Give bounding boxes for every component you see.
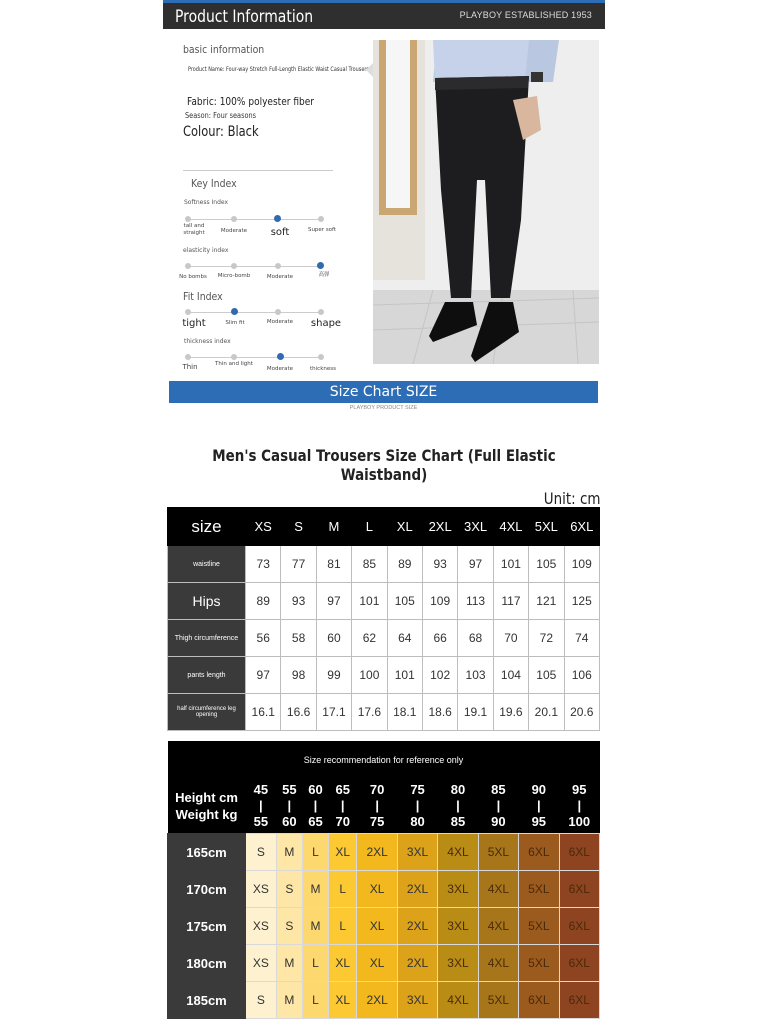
recommended-size-cell: M	[276, 982, 302, 1019]
weight-sep: |	[340, 798, 345, 813]
recommended-size-cell: M	[302, 908, 328, 945]
recommended-size-cell: 5XL	[519, 945, 559, 982]
height-label: 170cm	[168, 871, 246, 908]
recommended-size-cell: 5XL	[478, 982, 518, 1019]
product-info-header	[163, 0, 605, 29]
table-cell: 19.6	[493, 694, 528, 731]
table-row	[168, 694, 600, 731]
recommended-size-cell: XS	[246, 908, 277, 945]
recommended-size-cell: 3XL	[438, 908, 478, 945]
thickness-tick: Moderate	[266, 366, 294, 372]
weight-sep: |	[259, 798, 263, 813]
size-chart-title	[150, 446, 618, 484]
table-cell: 18.1	[387, 694, 422, 731]
recommended-size-cell: XL	[329, 982, 357, 1019]
recommendation-title: Size recommendation for reference only	[168, 741, 600, 779]
table-cell: 105	[529, 657, 564, 694]
weight-sep: |	[287, 798, 292, 813]
height-weight-corner	[168, 779, 246, 834]
recommended-size-cell: 2XL	[357, 834, 397, 871]
size-chart-sub: PLAYBOY PRODUCT SIZE	[349, 405, 418, 411]
weight-col-header	[357, 779, 397, 834]
table-cell: 101	[493, 546, 528, 583]
recommended-size-cell: 6XL	[559, 834, 599, 871]
table-cell: 109	[564, 546, 599, 583]
thickness-dot-selected	[277, 353, 284, 360]
table-cell: 85	[352, 546, 387, 583]
height-label: 180cm	[168, 945, 246, 982]
season-text: Season: Four seasons	[185, 111, 257, 120]
weight-min: 85	[491, 782, 506, 797]
size-col-header: 4XL	[493, 508, 528, 546]
table-cell: 74	[564, 620, 599, 657]
product-name: Product Name: Four-way Stretch Full-Length Elastic Waist Casual Trousers	[188, 66, 369, 73]
size-chart-title-text: Men's Casual Trousers Size Chart (Full Elastic Waistband)	[212, 446, 556, 484]
thickness-dot	[318, 354, 324, 360]
table-cell: 56	[246, 620, 281, 657]
thickness-tick: Thin and light	[215, 361, 253, 367]
recommended-size-cell: 5XL	[478, 834, 518, 871]
table-cell: 117	[493, 583, 528, 620]
recommended-size-cell: L	[302, 945, 328, 982]
weight-sep: |	[313, 798, 318, 813]
table-cell: 101	[352, 583, 387, 620]
corner-weight-label: Weight kg	[175, 807, 238, 822]
recommended-size-cell: 4XL	[438, 834, 478, 871]
weight-max: 80	[410, 814, 425, 829]
weight-min: 65	[335, 782, 350, 797]
weight-max: 95	[531, 814, 547, 829]
table-cell: 102	[422, 657, 457, 694]
table-cell: 20.6	[564, 694, 599, 731]
weight-col-header	[519, 779, 559, 834]
recommended-size-cell: 2XL	[397, 945, 437, 982]
recommended-size-cell: S	[246, 834, 277, 871]
thickness-dot	[185, 354, 191, 360]
table-row	[168, 657, 600, 694]
softness-dot-selected	[274, 215, 281, 222]
weight-min: 55	[282, 782, 297, 797]
table-cell: 101	[387, 657, 422, 694]
recommended-size-cell: 6XL	[559, 945, 599, 982]
size-corner: size	[168, 508, 246, 546]
elasticity-dot	[185, 263, 191, 269]
row-label: Hips	[168, 583, 246, 620]
recommended-size-cell: 3XL	[438, 871, 478, 908]
recommended-size-cell: 6XL	[559, 871, 599, 908]
thickness-tick: Thin	[182, 363, 198, 371]
weight-col-header	[438, 779, 478, 834]
recommended-size-cell: XL	[357, 908, 397, 945]
recommended-size-cell: 4XL	[478, 908, 518, 945]
recommended-size-cell: 6XL	[559, 908, 599, 945]
table-cell: 77	[281, 546, 316, 583]
table-row	[168, 583, 600, 620]
softness-scale	[188, 219, 321, 220]
size-header-row	[168, 508, 600, 546]
size-col-header: 5XL	[529, 508, 564, 546]
table-cell: 93	[422, 546, 457, 583]
height-label: 185cm	[168, 982, 246, 1019]
recommended-size-cell: S	[246, 982, 277, 1019]
softness-tick: Super soft	[307, 227, 337, 233]
recommended-size-cell: XS	[246, 945, 277, 982]
softness-tick: tall and straight	[183, 223, 205, 236]
table-cell: 81	[316, 546, 351, 583]
recommended-size-cell: S	[276, 908, 302, 945]
fit-dot	[318, 309, 324, 315]
recommended-size-cell: 3XL	[397, 982, 437, 1019]
fit-tick: tight	[182, 318, 206, 329]
weight-sep: |	[537, 798, 541, 813]
elasticity-dot	[231, 263, 237, 269]
recommended-size-cell: 3XL	[397, 834, 437, 871]
table-row	[168, 620, 600, 657]
brand-tagline: PLAYBOY ESTABLISHED 1953	[459, 10, 592, 20]
table-cell: 98	[281, 657, 316, 694]
weight-col-header	[329, 779, 357, 834]
table-cell: 72	[529, 620, 564, 657]
table-cell: 68	[458, 620, 493, 657]
softness-dot	[318, 216, 324, 222]
recommended-size-cell: 6XL	[559, 982, 599, 1019]
weight-max: 85	[450, 814, 466, 829]
thickness-dot	[231, 354, 237, 360]
softness-tick: soft	[270, 227, 290, 238]
basic-info-heading: basic information	[183, 43, 265, 56]
table-cell: 16.6	[281, 694, 316, 731]
weight-min: 45	[253, 782, 269, 797]
corner-height-label: Height cm	[175, 790, 238, 805]
fit-dot-selected	[231, 308, 238, 315]
table-cell: 97	[246, 657, 281, 694]
colour-text: Colour: Black	[183, 124, 259, 140]
recommended-size-cell: M	[276, 945, 302, 982]
table-cell: 105	[387, 583, 422, 620]
table-cell: 20.1	[529, 694, 564, 731]
table-row	[168, 945, 600, 982]
table-cell: 66	[422, 620, 457, 657]
recommended-size-cell: 5XL	[519, 871, 559, 908]
table-cell: 58	[281, 620, 316, 657]
table-cell: 97	[316, 583, 351, 620]
table-cell: 89	[246, 583, 281, 620]
height-label: 175cm	[168, 908, 246, 945]
recommended-size-cell: 4XL	[478, 871, 518, 908]
elasticity-tick: 高弹	[318, 272, 330, 278]
size-recommendation-table	[167, 741, 600, 1019]
elasticity-dot-selected	[317, 262, 324, 269]
trousers-illustration	[373, 40, 599, 364]
recommended-size-cell: XS	[246, 871, 277, 908]
table-cell: 121	[529, 583, 564, 620]
weight-max: 90	[491, 814, 506, 829]
recommended-size-cell: 2XL	[397, 871, 437, 908]
recommended-size-cell: XL	[329, 834, 357, 871]
size-col-header: 3XL	[458, 508, 493, 546]
table-cell: 125	[564, 583, 599, 620]
table-cell: 97	[458, 546, 493, 583]
thickness-tick: thickness	[310, 366, 336, 372]
softness-tick: Moderate	[220, 228, 248, 234]
fit-index-label: Fit Index	[183, 290, 223, 303]
recommended-size-cell: 3XL	[438, 945, 478, 982]
row-label: half circumference leg opening	[168, 694, 246, 731]
recommended-size-cell: 6XL	[519, 982, 559, 1019]
weight-col-header	[559, 779, 599, 834]
row-label: pants length	[168, 657, 246, 694]
table-cell: 99	[316, 657, 351, 694]
divider	[183, 170, 333, 171]
elasticity-dot	[275, 263, 281, 269]
recommended-size-cell: 2XL	[397, 908, 437, 945]
elasticity-tick: Moderate	[266, 274, 294, 280]
size-table	[167, 507, 600, 731]
table-cell: 113	[458, 583, 493, 620]
recommended-size-cell: S	[276, 871, 302, 908]
row-label: waistline	[168, 546, 246, 583]
table-cell: 16.1	[246, 694, 281, 731]
weight-sep: |	[577, 798, 582, 813]
fit-scale	[188, 312, 321, 313]
weight-header-row	[168, 779, 600, 834]
recommended-size-cell: L	[302, 982, 328, 1019]
weight-min: 70	[369, 782, 385, 797]
table-row	[168, 546, 600, 583]
elasticity-tick: Micro-bomb	[217, 273, 251, 279]
recommended-size-cell: M	[302, 871, 328, 908]
weight-col-header	[276, 779, 302, 834]
recommended-size-cell: 4XL	[438, 982, 478, 1019]
thickness-scale	[188, 357, 321, 358]
recommended-size-cell: L	[329, 908, 357, 945]
row-label: Thigh circumference	[168, 620, 246, 657]
fabric-text: Fabric: 100% polyester fiber	[187, 95, 315, 108]
table-cell: 60	[316, 620, 351, 657]
elasticity-tick: No bombs	[179, 274, 207, 280]
size-col-header: XS	[246, 508, 281, 546]
table-cell: 109	[422, 583, 457, 620]
table-row	[168, 871, 600, 908]
table-cell: 103	[458, 657, 493, 694]
weight-sep: |	[496, 798, 501, 813]
unit-label-text: Unit: cm	[543, 489, 600, 508]
fit-dot	[275, 309, 281, 315]
weight-col-header	[478, 779, 518, 834]
weight-min: 90	[531, 782, 547, 797]
weight-max: 70	[335, 814, 350, 829]
table-cell: 62	[352, 620, 387, 657]
size-col-header: 6XL	[564, 508, 599, 546]
weight-min: 75	[410, 782, 425, 797]
softness-dot	[231, 216, 237, 222]
recommended-size-cell: 6XL	[519, 834, 559, 871]
recommended-size-cell: 4XL	[478, 945, 518, 982]
recommended-size-cell: 5XL	[519, 908, 559, 945]
weight-col-header	[302, 779, 328, 834]
table-cell: 106	[564, 657, 599, 694]
size-chart-banner-text: Size Chart SIZE	[329, 384, 438, 400]
weight-col-header	[246, 779, 277, 834]
recommended-size-cell: 2XL	[357, 982, 397, 1019]
recommended-size-cell: XL	[329, 945, 357, 982]
weight-max: 60	[282, 814, 297, 829]
key-index-title: Key Index	[191, 177, 237, 190]
table-cell: 100	[352, 657, 387, 694]
size-col-header: S	[281, 508, 316, 546]
weight-max: 75	[369, 814, 385, 829]
size-col-header: L	[352, 508, 387, 546]
size-chart-banner	[169, 381, 598, 403]
table-cell: 70	[493, 620, 528, 657]
table-row	[168, 908, 600, 945]
recommended-size-cell: XL	[357, 945, 397, 982]
weight-col-header	[397, 779, 437, 834]
weight-min: 80	[450, 782, 466, 797]
weight-sep: |	[456, 798, 460, 813]
weight-max: 55	[253, 814, 269, 829]
table-cell: 17.1	[316, 694, 351, 731]
table-cell: 105	[529, 546, 564, 583]
weight-max: 65	[308, 814, 323, 829]
size-col-header: XL	[387, 508, 422, 546]
table-cell: 18.6	[422, 694, 457, 731]
table-cell: 17.6	[352, 694, 387, 731]
table-cell: 64	[387, 620, 422, 657]
table-cell: 73	[246, 546, 281, 583]
weight-min: 60	[308, 782, 323, 797]
weight-sep: |	[375, 798, 379, 813]
elasticity-index-label: elasticity index	[183, 247, 229, 254]
fit-dot	[185, 309, 191, 315]
softness-dot	[185, 216, 191, 222]
recommended-size-cell: L	[329, 871, 357, 908]
table-row	[168, 982, 600, 1019]
fit-tick: Slim fit	[225, 320, 245, 326]
weight-max: 100	[568, 814, 591, 829]
size-col-header: M	[316, 508, 351, 546]
table-cell: 93	[281, 583, 316, 620]
elasticity-scale	[188, 266, 321, 267]
product-photo	[373, 40, 599, 364]
thickness-index-label: thickness index	[184, 338, 231, 345]
header-title: Product Information	[175, 7, 314, 27]
table-row	[168, 834, 600, 871]
height-label: 165cm	[168, 834, 246, 871]
softness-index-label: Softness Index	[184, 199, 229, 206]
table-cell: 104	[493, 657, 528, 694]
fit-tick: Moderate	[266, 319, 294, 325]
size-col-header: 2XL	[422, 508, 457, 546]
weight-min: 95	[572, 782, 587, 797]
table-cell: 89	[387, 546, 422, 583]
unit-label	[496, 489, 600, 508]
table-cell: 19.1	[458, 694, 493, 731]
recommended-size-cell: M	[276, 834, 302, 871]
weight-sep: |	[415, 798, 420, 813]
recommendation-title-row	[168, 741, 600, 779]
fit-tick: shape	[310, 318, 342, 329]
recommended-size-cell: XL	[357, 871, 397, 908]
recommended-size-cell: L	[302, 834, 328, 871]
